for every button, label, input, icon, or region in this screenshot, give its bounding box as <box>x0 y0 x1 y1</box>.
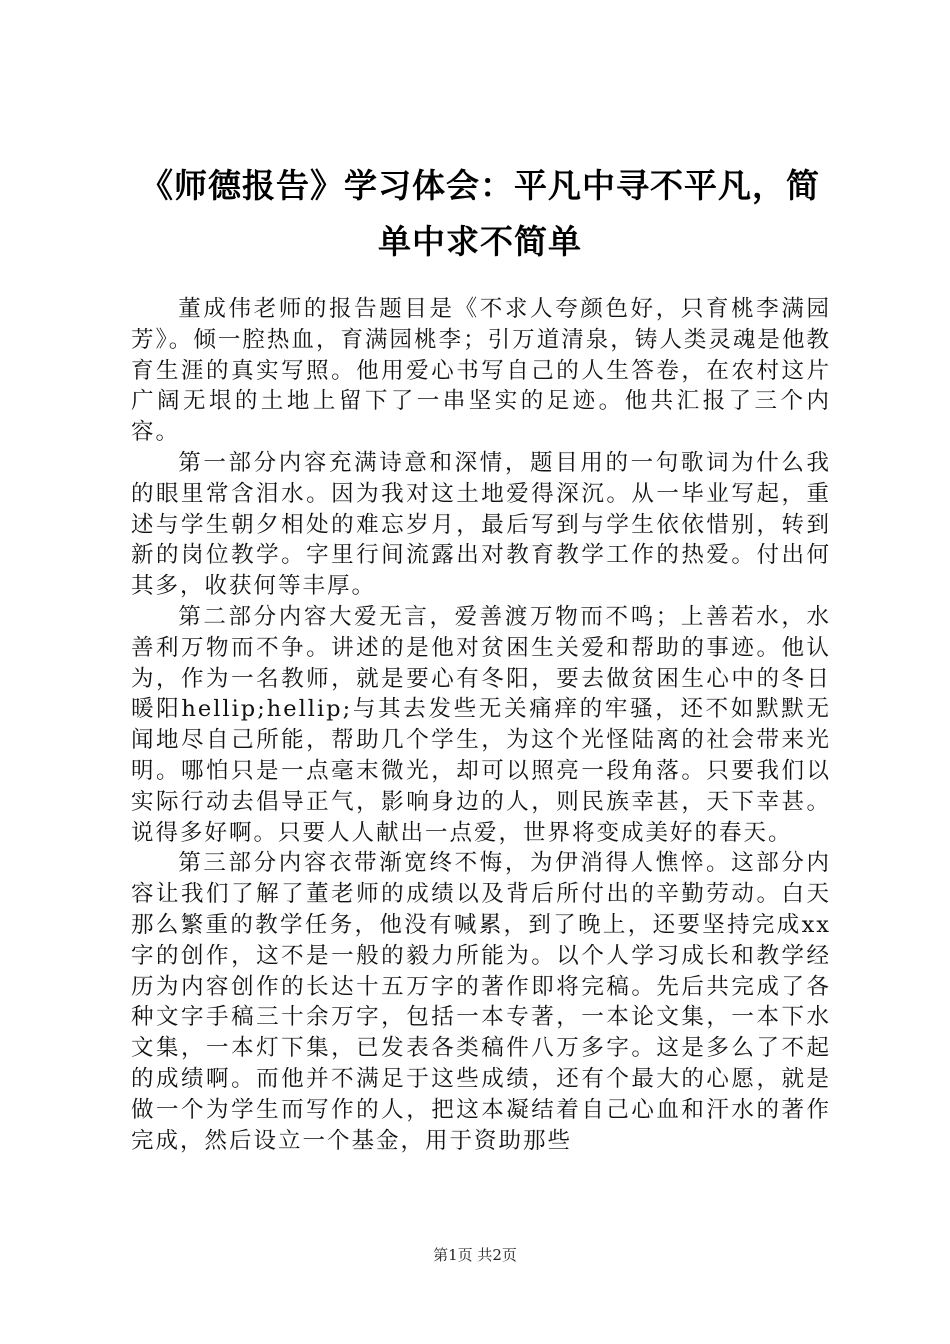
page-number-footer: 第1页 共2页 <box>433 1246 517 1264</box>
paragraph-1: 董成伟老师的报告题目是《不求人夸颜色好，只育桃李满园芳》。倾一腔热血，育满园桃李；引万道清泉，铸人类灵魂是他教育生涯的真实写照。他用爱心书写自己的人生答卷，在农村这片广阔无垠的土地上留下了一串坚实的足迹。他共汇报了三个内容。 <box>131 296 831 446</box>
document-title <box>120 158 840 270</box>
document-body <box>131 294 831 1156</box>
paragraph-2: 第一部分内容充满诗意和深情，题目用的一句歌词为什么我的眼里常含泪水。因为我对这土地爱得深沉。从一毕业写起，重述与学生朝夕相处的难忘岁月，最后写到与学生依依惜别，转到新的岗位教学。字里行间流露出对教育教学工作的热爱。付出何其多，收获何等丰厚。 <box>131 449 831 600</box>
paragraph-3: 第二部分内容大爱无言，爱善渡万物而不鸣；上善若水，水善利万物而不争。讲述的是他对贫困生关爱和帮助的事迹。他认为，作为一名教师，就是要心有冬阳，要去做贫困生心中的冬日暖阳hellip;hellip;与其去发些无关痛痒的牢骚，还不如默默无闻地尽自己所能，帮助几个学生，为这个光怪陆离的社会带来光明。哪怕只是一点毫末微光，却可以照亮一段角落。只要我们以实际行动去倡导正气，影响身边的人，则民族幸甚，天下幸甚。说得多好啊。只要人人献出一点爱，世界将变成美好的春天。 <box>131 603 831 846</box>
title-line-2: 单中求不简单 <box>378 222 582 261</box>
paragraph-4: 第三部分内容衣带渐宽终不悔，为伊消得人憔悴。这部分内容让我们了解了董老师的成绩以及背后所付出的辛勤劳动。白天那么繁重的教学任务，他没有喊累，到了晚上，还要坚持完成xx字的创作，这不是一般的毅力所能为。以个人学习成长和教学经历为内容创作的长达十五万字的著作即将完稿。先后共完成了各种文字手稿三十余万字，包括一本专著，一本论文集，一本下水文集，一本灯下集，已发表各类稿件八万多字。这是多么了不起的成绩啊。而他并不满足于这些成绩，还有个最大的心愿，就是做一个为学生而写作的人，把这本凝结着自己心血和汗水的著作完成，然后设立一个基金，用于资助那些 <box>131 850 831 1154</box>
title-line-1: 《师德报告》学习体会：平凡中寻不平凡，简 <box>140 166 820 205</box>
